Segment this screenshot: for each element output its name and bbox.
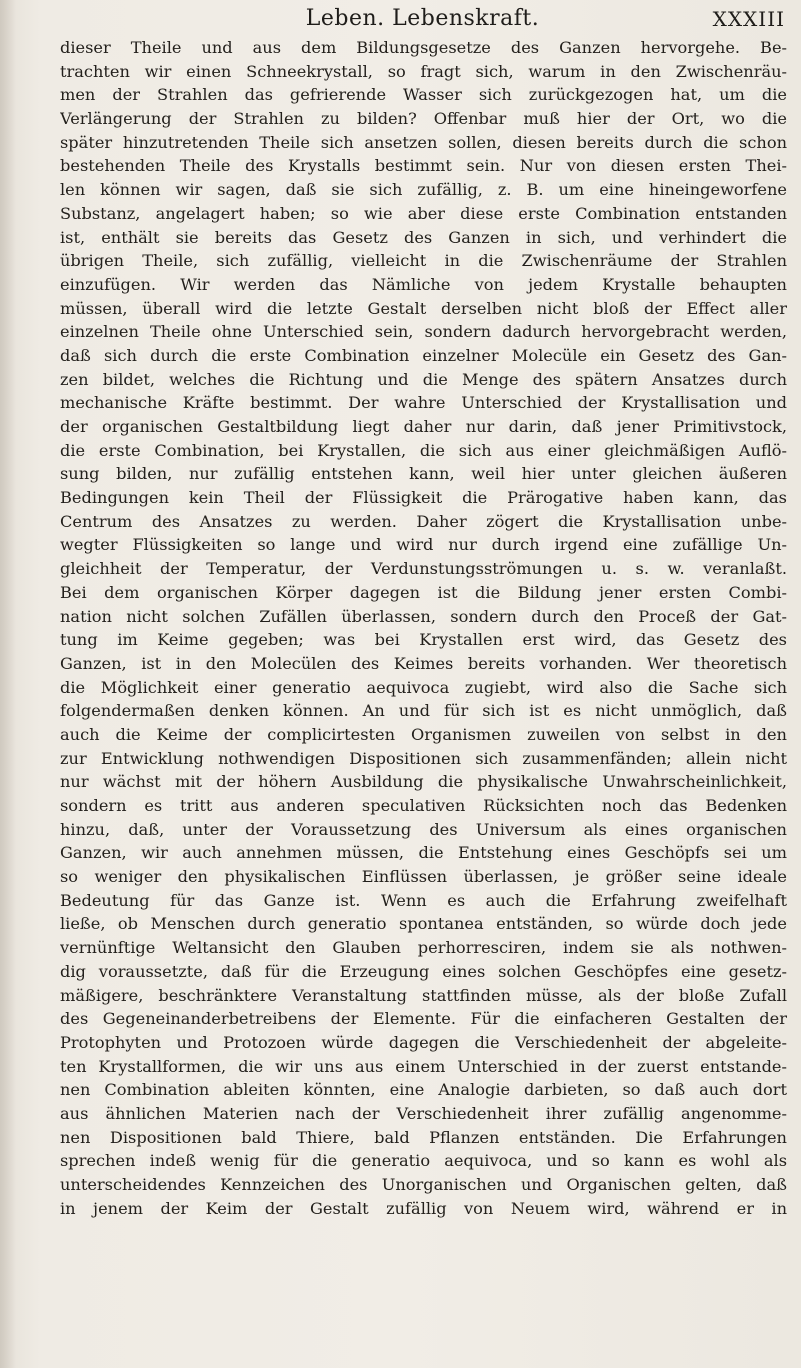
text-line: len können wir sagen, daß sie sich zufällig, z. B. um eine hineingeworfene: [60, 180, 787, 200]
text-line: zen bildet, welches die Richtung und die Menge des spätern Ansatzes durch: [60, 369, 787, 389]
text-line: dieser Theile und aus dem Bildungsgesetze des Ganzen hervorgehe. Be-: [60, 38, 787, 57]
text-line: so weniger den physikalischen Einflüssen überlassen, je größer seine ideale: [60, 867, 787, 887]
text-line: Bedeutung für das Ganze ist. Wenn es auch die Erfahrung zweifelhaft: [60, 890, 787, 910]
text-line: Substanz, angelagert haben; so wie aber diese erste Combination entstanden: [60, 203, 787, 223]
text-line: Verlängerung der Strahlen zu bilden? Offenbar muß hier der Ort, wo die: [60, 109, 787, 129]
text-line: [60, 1220, 787, 1244]
text-line: mäßigere, beschränktere Veranstaltung stattfinden müsse, als der bloße Zufall: [60, 985, 787, 1005]
text-line: trachten wir einen Schneekrystall, so fragt sich, warum in den Zwischenräu-: [60, 61, 787, 81]
text-line: hinzu, daß, unter der Voraussetzung des Universum als eines organischen: [60, 819, 787, 839]
text-line: nur wächst mit der höhern Ausbildung die physikalische Unwahrscheinlichkeit,: [60, 772, 787, 792]
text-line: Protophyten und Protozoen würde dagegen die Verschiedenheit der abgeleite-: [60, 1032, 787, 1052]
text-line: der organischen Gestaltbildung liegt daher nur darin, daß jener Primitivstock,: [60, 417, 787, 436]
text-line: Ganzen, ist in den Molecülen des Keimes bereits vorhanden. Wer theoretisch: [60, 653, 787, 673]
text-line: auch die Keime der complicirtesten Organismen zuweilen von selbst in den: [60, 724, 787, 744]
text-line: sondern es tritt aus anderen speculativen Rücksichten noch das Bedenken: [60, 796, 787, 815]
text-line: [60, 1244, 787, 1268]
text-line: folgendermaßen denken können. An und für sich ist es nicht unmöglich, daß: [60, 701, 787, 721]
text-line: gleichheit der Temperatur, der Verdunstungsströmungen u. s. w. veranlaßt.: [60, 559, 787, 579]
text-line: einzelnen Theile ohne Unterschied sein, sondern dadurch hervorgebracht werden,: [60, 322, 787, 342]
text-line: [60, 1268, 787, 1292]
text-line: übrigen Theile, sich zufällig, vielleicht in die Zwischenräume der Strahlen: [60, 251, 787, 271]
text-line: sprechen indeß wenig für die generatio aequivoca, und so kann es wohl als: [60, 1151, 787, 1171]
text-line: wegter Flüssigkeiten so lange und wird nur durch irgend eine zufällige Un-: [60, 535, 787, 555]
text-line: unterscheidendes Kennzeichen des Unorganischen und Organischen gelten, daß: [60, 1175, 787, 1194]
text-line: daß sich durch die erste Combination einzelner Molecüle ein Gesetz des Gan-: [60, 345, 787, 365]
text-line: tung im Keime gegeben; was bei Krystallen erst wird, das Gesetz des: [60, 630, 787, 650]
running-title: Leben. Lebenskraft.: [305, 6, 540, 31]
text-line: ist, enthält sie bereits das Gesetz des Ganzen in sich, und verhindert die: [60, 227, 787, 247]
text-line: bestehenden Theile des Krystalls bestimmt sein. Nur von diesen ersten Thei-: [60, 156, 787, 176]
text-line: vernünftige Weltansicht den Glauben perhorresciren, indem sie als nothwen-: [60, 938, 787, 958]
text-line: mechanische Kräfte bestimmt. Der wahre Unterschied der Krystallisation und: [60, 393, 787, 413]
text-line: zur Entwicklung nothwendigen Dispositionen sich zusammenfänden; allein nicht: [60, 748, 787, 768]
text-line: später hinzutretenden Theile sich ansetzen sollen, diesen bereits durch die schon: [60, 132, 787, 152]
binding-shadow: [0, 0, 16, 1368]
text-line: Ganzen, wir auch annehmen müssen, die Entstehung eines Geschöpfs sei um: [60, 843, 787, 863]
text-line: in jenem der Keim der Gestalt zufällig von Neuem wird, während er in: [60, 1198, 787, 1218]
text-line: des Gegeneinanderbetreibens der Elemente. Für die einfacheren Gestalten der: [60, 1009, 787, 1029]
text-line: nen Combination ableiten könnten, eine Analogie darbieten, so daß auch dort: [60, 1080, 787, 1100]
text-line: nation nicht solchen Zufällen überlassen, sondern durch den Proceß der Gat-: [60, 606, 787, 626]
text-line: die erste Combination, bei Krystallen, die sich aus einer gleichmäßigen Auflö-: [60, 440, 787, 460]
text-line: nen Dispositionen bald Thiere, bald Pflanzen entständen. Die Erfahrungen: [60, 1127, 787, 1147]
text-line: einzufügen. Wir werden das Nämliche von jedem Krystalle behaupten: [60, 274, 787, 294]
text-line: die Möglichkeit einer generatio aequivoca zugiebt, wird also die Sache sich: [60, 677, 787, 697]
page-number: XXXIII: [712, 7, 785, 31]
text-line: dig voraussetzte, daß für die Erzeugung eines solchen Geschöpfes eine gesetz-: [60, 961, 787, 981]
body-text: [60, 36, 787, 1291]
text-line: sung bilden, nur zufällig entstehen kann, weil hier unter gleichen äußeren: [60, 464, 787, 484]
text-line: müssen, überall wird die letzte Gestalt derselben nicht bloß der Effect aller: [60, 298, 787, 318]
text-line: ten Krystallformen, die wir uns aus einem Unterschied in der zuerst entstande-: [60, 1056, 787, 1076]
text-line: Bedingungen kein Theil der Flüssigkeit die Prärogative haben kann, das: [60, 488, 787, 508]
text-line: men der Strahlen das gefrierende Wasser sich zurückgezogen hat, um die: [60, 85, 787, 105]
text-line: Bei dem organischen Körper dagegen ist die Bildung jener ersten Combi-: [60, 582, 787, 602]
text-line: Centrum des Ansatzes zu werden. Daher zögert die Krystallisation unbe-: [60, 511, 787, 531]
text-line: aus ähnlichen Materien nach der Verschiedenheit ihrer zufällig angenomme-: [60, 1103, 787, 1123]
page-header: [60, 2, 785, 32]
text-line: ließe, ob Menschen durch generatio spontanea entständen, so würde doch jede: [60, 914, 787, 934]
